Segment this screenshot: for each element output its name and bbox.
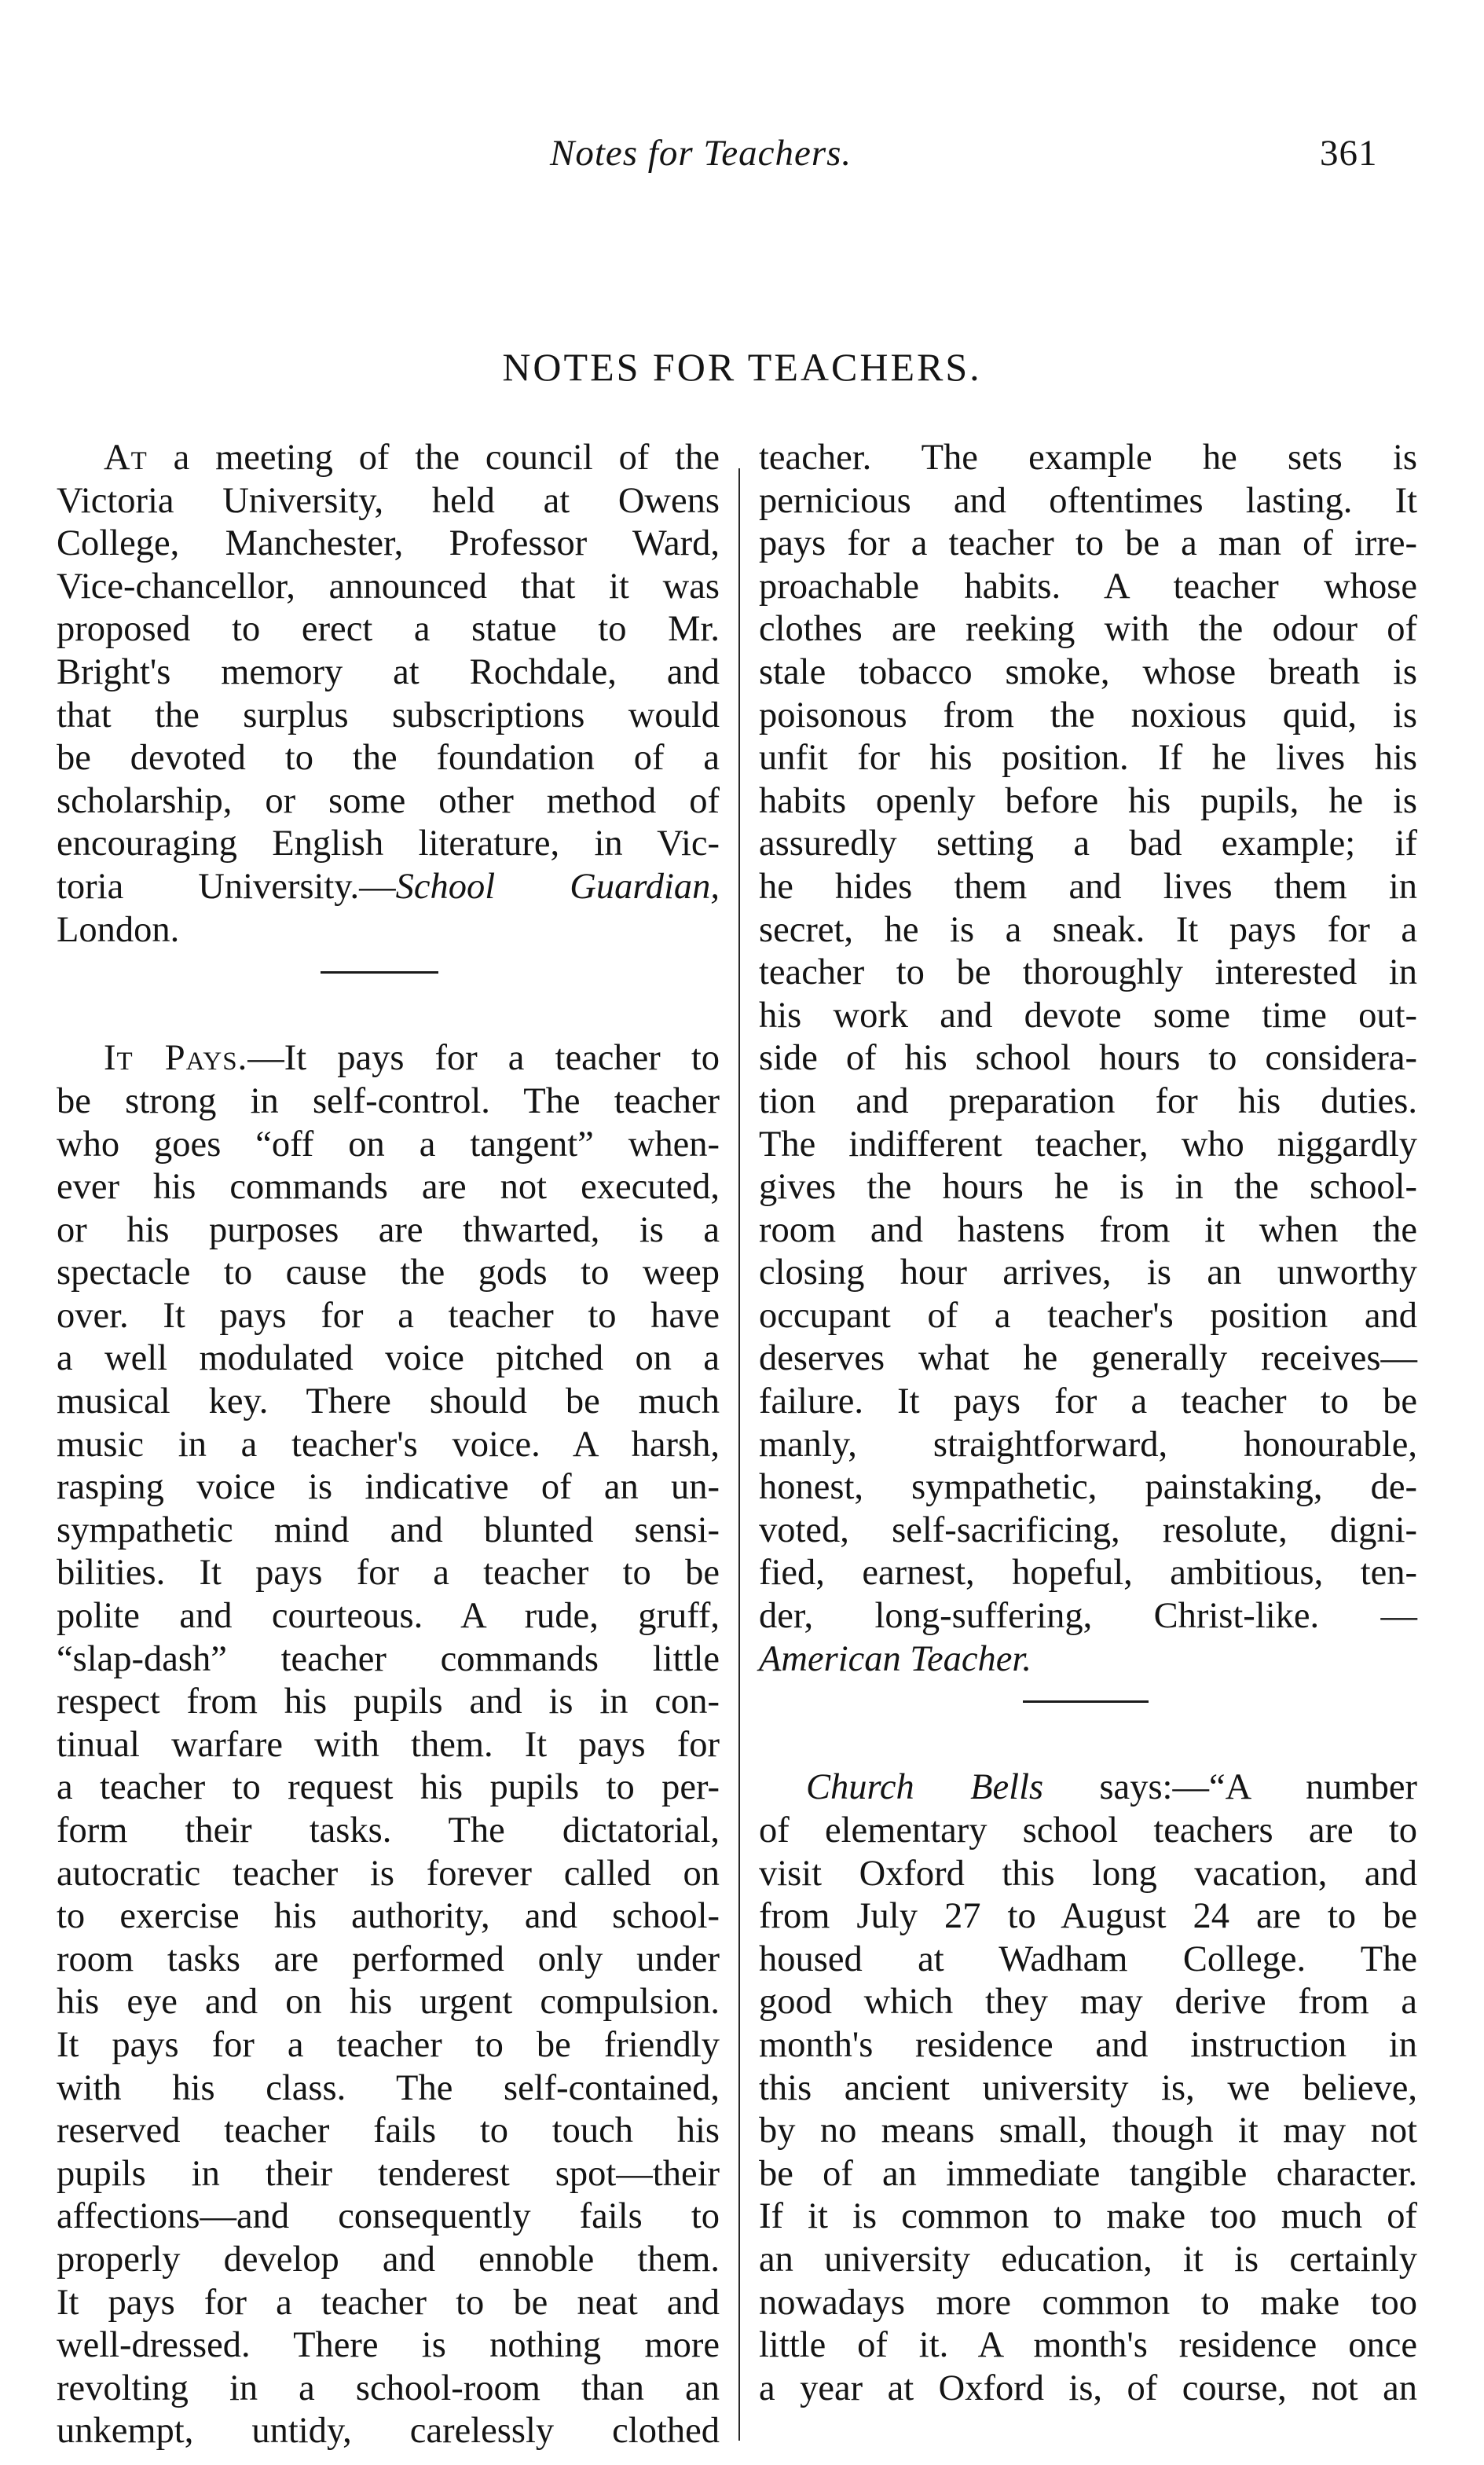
text-line: a year at Oxford is, of course, not an <box>759 2368 1417 2408</box>
text-line: musical key. There should be much <box>57 1381 720 1422</box>
text-line: secret, he is a sneak. It pays for a <box>759 909 1417 950</box>
text-line: affections—and consequently fails to <box>57 2196 720 2237</box>
text-line: well-dressed. There is nothing more <box>57 2325 720 2366</box>
text-line: deserves what he generally receives— <box>759 1338 1417 1379</box>
section-divider <box>759 1681 1417 1724</box>
text-line: If it is common to make too much of <box>759 2196 1417 2237</box>
text-line: teacher to be thoroughly interested in <box>759 952 1417 993</box>
section-heading: NOTES FOR TEACHERS. <box>502 345 982 389</box>
text-line: habits openly before his pupils, he is <box>759 780 1417 821</box>
text-line: who goes “off on a tangent” when- <box>57 1124 720 1165</box>
text-line: from July 27 to August 24 are to be <box>759 1896 1417 1937</box>
text-line: encouraging English literature, in Vic- <box>57 824 720 864</box>
text-line: clothes are reeking with the odour of <box>759 609 1417 650</box>
text-line: ever his commands are not executed, <box>57 1167 720 1208</box>
text-line <box>759 1638 1417 1682</box>
text-line: that the surplus subscriptions would <box>57 695 720 735</box>
text-line: room and hastens from it when the <box>759 1209 1417 1250</box>
text-line: At a meeting of the council of the <box>104 438 720 478</box>
text-line: poisonous from the noxious quid, is <box>759 695 1417 735</box>
text-line: little of it. A month's residence once <box>759 2325 1417 2366</box>
text-line: tion and preparation for his duties. <box>759 1080 1417 1121</box>
text-line: over. It pays for a teacher to have <box>57 1295 720 1336</box>
text-line: revolting in a school-room than an <box>57 2368 720 2408</box>
text-line: bilities. It pays for a teacher to be <box>57 1553 720 1594</box>
text-line: rasping voice is indicative of an un- <box>57 1467 720 1508</box>
text-line: unkempt, untidy, carelessly clothed <box>57 2411 720 2452</box>
text-line: gives the hours he is in the school- <box>759 1167 1417 1208</box>
text-line: tinual warfare with them. It pays for <box>57 1724 720 1765</box>
text-line: visit Oxford this long vacation, and <box>759 1853 1417 1894</box>
text-line: proposed to erect a statue to Mr. <box>57 609 720 650</box>
text-line: It pays for a teacher to be friendly <box>57 2024 720 2065</box>
column-divider <box>738 468 740 2441</box>
text-line: a teacher to request his pupils to per- <box>57 1767 720 1808</box>
text-line: to exercise his authority, and school- <box>57 1896 720 1937</box>
text-line: manly, straightforward, honourable, <box>759 1424 1417 1465</box>
text-line: Victoria University, held at Owens <box>57 480 720 521</box>
text-line: honest, sympathetic, painstaking, de- <box>759 1467 1417 1508</box>
text-line: be devoted to the foundation of a <box>57 738 720 779</box>
text-line: scholarship, or some other method of <box>57 780 720 821</box>
text-line: voted, self-sacrificing, resolute, digni- <box>759 1509 1417 1550</box>
text-line: reserved teacher fails to touch his <box>57 2111 720 2151</box>
text-line: month's residence and instruction in <box>759 2024 1417 2065</box>
text-line: London. <box>57 909 180 950</box>
text-line: College, Manchester, Professor Ward, <box>57 523 720 564</box>
text-line: stale tobacco smoke, whose breath is <box>759 651 1417 692</box>
text-line: assuredly setting a bad example; if <box>759 824 1417 864</box>
text-line: “slap-dash” teacher commands little <box>57 1638 720 1679</box>
text-line: be of an immediate tangible character. <box>759 2153 1417 2194</box>
text-line: he hides them and lives them in <box>759 866 1417 907</box>
text-line: teacher. The example he sets is <box>759 438 1417 478</box>
page-number: 361 <box>1320 133 1378 174</box>
text-line: It pays for a teacher to be neat and <box>57 2282 720 2323</box>
text-line: by no means small, though it may not <box>759 2111 1417 2151</box>
source-citation: American Teacher. <box>759 1638 1031 1679</box>
text-line: toria University.—School Guardian, <box>57 866 720 907</box>
text-line: Vice-chancellor, announced that it was <box>57 566 720 607</box>
source-citation: Church Bells <box>806 1767 1044 1808</box>
text-line: The indifferent teacher, who niggardly <box>759 1124 1417 1165</box>
running-title: Notes for Teachers. <box>550 133 852 174</box>
text-line: form their tasks. The dictatorial, <box>57 1810 720 1851</box>
right-column <box>759 437 1417 2410</box>
section-divider <box>57 952 720 995</box>
text-line: polite and courteous. A rude, gruff, <box>57 1596 720 1637</box>
text-line: of elementary school teachers are to <box>759 1810 1417 1851</box>
left-column <box>57 437 720 2453</box>
text-line: pupils in their tenderest spot—their <box>57 2153 720 2194</box>
text-line: It Pays.—It pays for a teacher to <box>104 1038 720 1079</box>
text-line: an university education, it is certainly <box>759 2239 1417 2280</box>
text-line: or his purposes are thwarted, is a <box>57 1209 720 1250</box>
text-line: music in a teacher's voice. A harsh, <box>57 1424 720 1465</box>
text-line: closing hour arrives, is an unworthy <box>759 1253 1417 1293</box>
text-line: Church Bells says:—“A number <box>806 1767 1417 1808</box>
text-line: be strong in self-control. The teacher <box>57 1080 720 1121</box>
text-line: sympathetic mind and blunted sensi- <box>57 1509 720 1550</box>
text-line: properly develop and ennoble them. <box>57 2239 720 2280</box>
text-line: spectacle to cause the gods to weep <box>57 1253 720 1293</box>
text-line: housed at Wadham College. The <box>759 1939 1417 1979</box>
text-line: unfit for his position. If he lives his <box>759 738 1417 779</box>
source-citation: School Guardian, <box>395 866 720 907</box>
text-line: a well modulated voice pitched on a <box>57 1338 720 1379</box>
running-head <box>0 132 1484 195</box>
text-line: his eye and on his urgent compulsion. <box>57 1982 720 2023</box>
text-line: nowadays more common to make too <box>759 2282 1417 2323</box>
text-line: this ancient university is, we believe, <box>759 2067 1417 2108</box>
drop-word: At <box>104 438 148 478</box>
text-line: fied, earnest, hopeful, ambitious, ten- <box>759 1553 1417 1594</box>
text-line: pernicious and oftentimes lasting. It <box>759 480 1417 521</box>
text-line: pays for a teacher to be a man of irre- <box>759 523 1417 564</box>
text-line: proachable habits. A teacher whose <box>759 566 1417 607</box>
paragraph-heading: It Pays. <box>104 1038 248 1079</box>
text-line: autocratic teacher is forever called on <box>57 1853 720 1894</box>
text-line: with his class. The self-contained, <box>57 2067 720 2108</box>
text-line: side of his school hours to considera- <box>759 1038 1417 1079</box>
text-line: der, long-suffering, Christ-like. — <box>759 1596 1417 1637</box>
text-line: failure. It pays for a teacher to be <box>759 1381 1417 1422</box>
text-line: room tasks are performed only under <box>57 1939 720 1979</box>
text-line: occupant of a teacher's position and <box>759 1295 1417 1336</box>
text-line: good which they may derive from a <box>759 1982 1417 2023</box>
text-line: his work and devote some time out- <box>759 995 1417 1036</box>
text-line: respect from his pupils and is in con- <box>57 1682 720 1722</box>
text-line: Bright's memory at Rochdale, and <box>57 651 720 692</box>
